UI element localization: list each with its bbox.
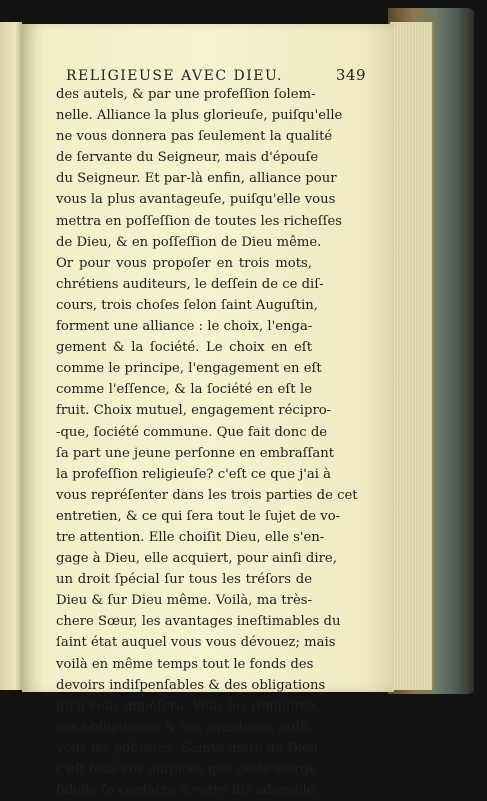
text-line: chere Sœur, les avantages ineſtimables du	[56, 614, 341, 630]
text-line: fidelle ſe conſacre à votre fils adorable,	[56, 783, 319, 799]
text-line: des autels, & par une profeſſion ſolem-	[56, 87, 316, 102]
text-line: de Dieu, & en poſſeſſion de Dieu même.	[56, 234, 322, 250]
text-line: chrétiens auditeurs, le deſſein de ce diſ-	[56, 276, 324, 292]
text-line: c'eſt ſous vos auſpices que cette vierge	[56, 762, 317, 777]
running-title: RELIGIEUSE AVEC DIEU.	[66, 68, 283, 84]
text-line: cours, trois choſes ſelon ſaint Auguſtin,	[56, 297, 318, 313]
page-edges	[390, 22, 434, 690]
text-line: gement & la ſociété. Le choix en eſt	[56, 340, 312, 356]
body-text	[56, 84, 358, 801]
text-line: gage à Dieu, elle acquiert, pour ainſi dire,	[56, 551, 337, 567]
text-line: la profeſſion religieuſe? c'eſt ce que j'ai à	[56, 466, 332, 482]
text-line: vous les goûterez. Sainte mere de Dieu,	[56, 740, 323, 756]
text-line: qu'il vous impoſera. Vous les remplirez,	[56, 698, 320, 714]
text-line: entretien, & ce qui ſera tout le ſujet de vo-	[56, 508, 341, 524]
text-line: comme le principe, l'engagement en eſt	[56, 361, 322, 377]
text-line: ne vous donnera pas ſeulement la qualité	[56, 129, 333, 145]
text-line: un droit ſpécial ſur tous les tréſors de	[56, 572, 312, 588]
page-number: 349	[335, 66, 366, 84]
text-line: mettra en poſſeſſion de toutes les richeſſes	[56, 213, 343, 229]
text-line: voilà en même temps tout le fonds des	[56, 656, 314, 672]
text-line: ſaint état auquel vous vous dévouez; mais	[56, 635, 336, 651]
text-line: Or pour vous propoſer en trois mots,	[56, 255, 312, 271]
text-line: ces obligations; & ces avantages auſſi,	[56, 719, 314, 735]
text-line: nelle. Alliance la plus glorieuſe, puiſqu'elle	[56, 108, 343, 124]
text-line: fruit. Choix mutuel, engagement récipro-	[56, 403, 332, 419]
text-line: -que, ſociété commune. Que fait donc de	[56, 424, 328, 440]
text-line: du Seigneur. Et par-là enfin, alliance pour	[56, 171, 337, 187]
text-line: ſa part une jeune perſonne en embraſſant	[56, 445, 335, 461]
text-line: devoirs indiſpenſables & des obligations	[56, 677, 326, 693]
text-line: Dieu & ſur Dieu même. Voilà, ma très-	[56, 593, 312, 609]
text-line: vous la plus avantageuſe, puiſqu'elle vous	[56, 192, 336, 208]
text-line: forment une alliance : le choix, l'enga-	[56, 319, 313, 335]
text-line: tre attention. Elle choiſit Dieu, elle s'en-	[56, 529, 325, 545]
page-header	[66, 66, 366, 84]
text-line: vous repréſenter dans les trois parties de cet	[56, 487, 358, 503]
facing-page-edge	[0, 22, 22, 690]
text-line: comme l'eſſence, & la ſociété en eſt le	[56, 382, 312, 398]
text-line: de ſervante du Seigneur, mais d'épouſe	[56, 150, 319, 166]
